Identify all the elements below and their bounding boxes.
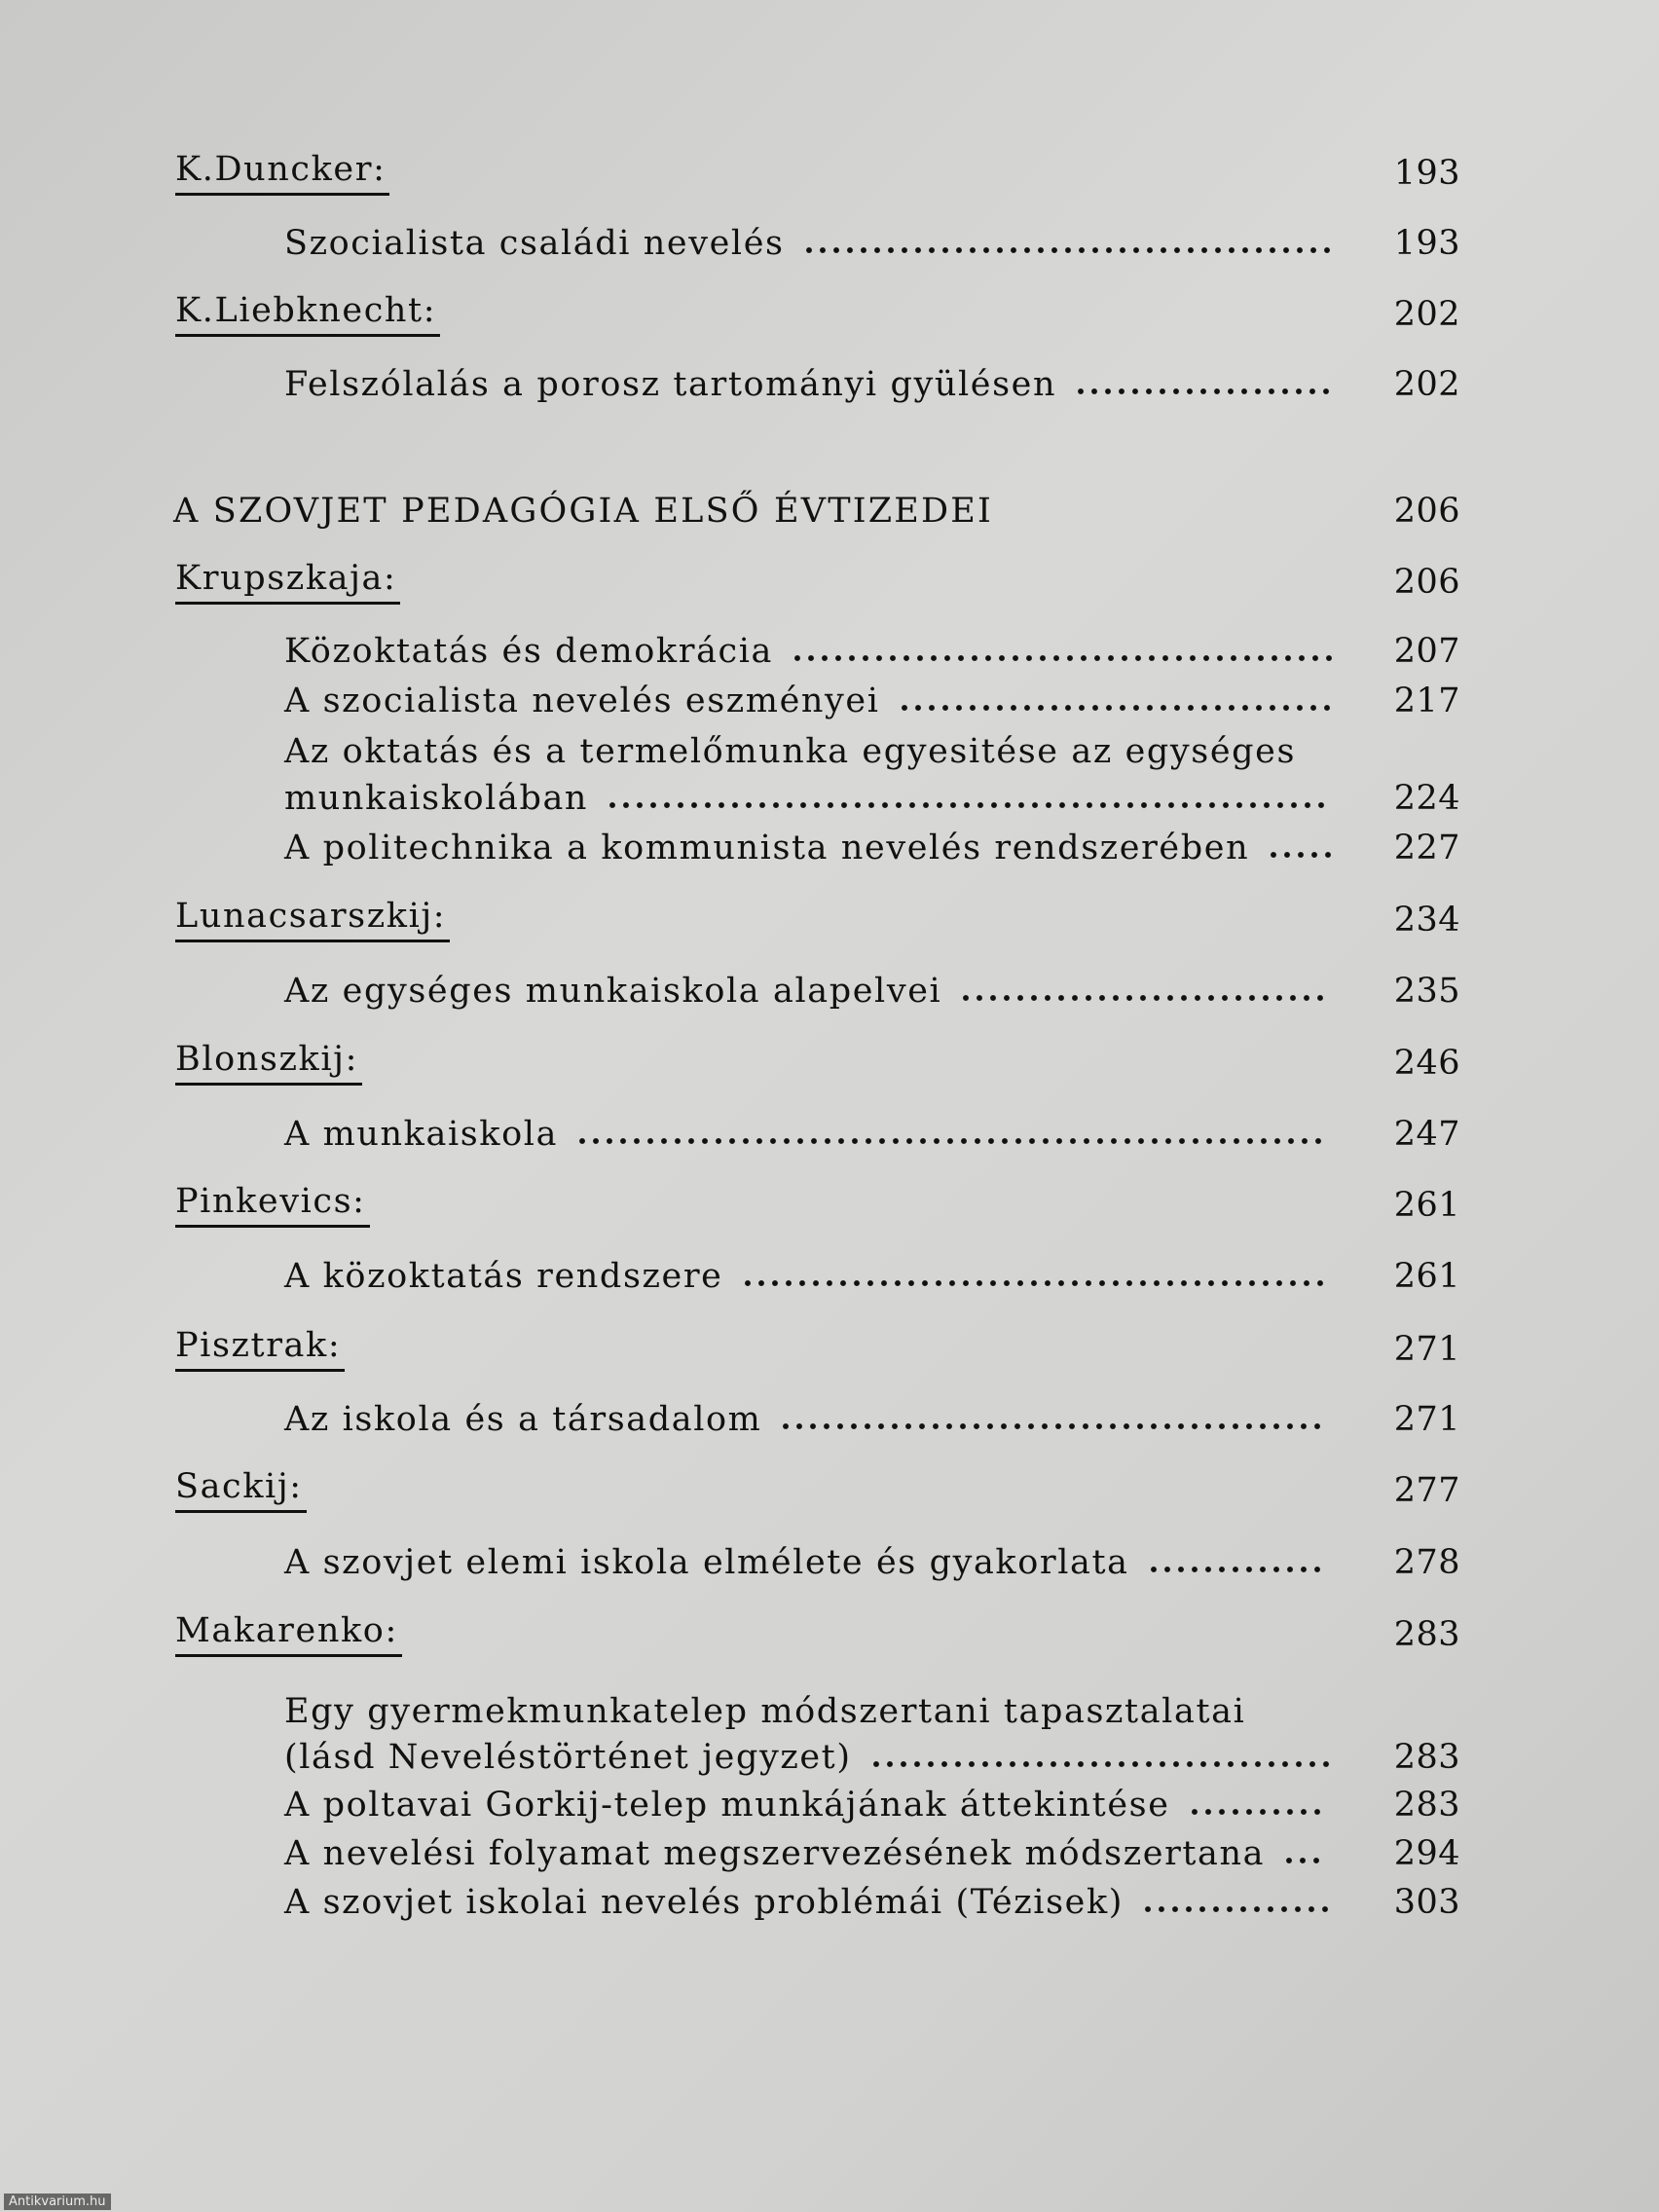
- toc-entry: [0, 1826, 1659, 1881]
- toc-page-number: 271: [1393, 1330, 1460, 1369]
- toc-title: Közoktatás és demokrácia: [284, 632, 773, 671]
- leader-dots: [575, 1121, 1325, 1150]
- toc-title: A politechnika a kommunista nevelés rendszerében: [284, 829, 1250, 867]
- leader-dots: [1074, 371, 1333, 400]
- toc-title: A szocialista nevelés eszményei: [284, 682, 880, 720]
- toc-page-number: 283: [1393, 1738, 1460, 1777]
- leader-dots: [1141, 1889, 1332, 1918]
- toc-page-number: 294: [1393, 1834, 1460, 1873]
- toc-title: Pisztrak:: [175, 1322, 345, 1372]
- toc-page-number: 206: [1393, 563, 1460, 602]
- toc-entry: [0, 1535, 1659, 1590]
- toc-entry: [0, 674, 1659, 728]
- toc-title: munkaiskolában: [284, 779, 589, 818]
- toc-author: [0, 1178, 1659, 1233]
- leader-dots: [779, 1406, 1324, 1435]
- toc-title: Az oktatás és a termelőmunka egyesitése az egységes: [284, 732, 1297, 771]
- toc-entry: [0, 771, 1659, 826]
- site-watermark: Antikvarium.hu: [4, 2194, 111, 2210]
- toc-title: A nevelési folyamat megszervezésének módszertana: [284, 1834, 1266, 1873]
- leader-dots: [1147, 1549, 1324, 1578]
- toc-title: Egy gyermekmunkatelep módszertani tapasztalatai: [284, 1692, 1246, 1731]
- leader-dots: [1282, 1840, 1323, 1869]
- toc-title: A szovjet iskolai nevelés problémái (Tézisek): [284, 1883, 1124, 1922]
- toc-page-number: 283: [1393, 1615, 1460, 1654]
- toc-title: K.Liebknecht:: [175, 287, 440, 337]
- toc-page-number: 278: [1393, 1543, 1460, 1582]
- toc-page-number: 235: [1393, 972, 1460, 1011]
- toc-entry: [0, 1730, 1659, 1785]
- leader-dots: [959, 977, 1327, 1007]
- toc-page-number: 207: [1393, 632, 1460, 671]
- toc-title: Az egységes munkaiskola alapelvei: [284, 972, 942, 1011]
- toc-page-number: 246: [1393, 1044, 1460, 1083]
- toc-title: (lásd Neveléstörténet jegyzet): [284, 1738, 852, 1777]
- toc-title: Lunacsarszkij:: [175, 893, 450, 942]
- toc-section-heading: [0, 484, 1659, 538]
- toc-title: Blonszkij:: [175, 1036, 362, 1086]
- toc-title: Felszólalás a porosz tartományi gyülésen: [284, 365, 1057, 404]
- toc-author: [0, 1322, 1659, 1377]
- toc-title: K.Duncker:: [175, 146, 389, 196]
- toc-page-number: 303: [1393, 1883, 1460, 1922]
- toc-page-number: 277: [1393, 1471, 1460, 1510]
- leader-dots: [1188, 1791, 1324, 1821]
- toc-author: [0, 893, 1659, 947]
- toc-page-number: 247: [1393, 1115, 1460, 1154]
- toc-author: [0, 1036, 1659, 1090]
- toc-title: A szovjet elemi iskola elmélete és gyakorlata: [284, 1543, 1129, 1582]
- toc-title: Pinkevics:: [175, 1178, 370, 1228]
- toc-title: A poltavai Gorkij-telep munkájának áttekintése: [284, 1786, 1170, 1825]
- leader-dots: [791, 638, 1336, 667]
- toc-author: [0, 1463, 1659, 1518]
- toc-entry: [0, 216, 1659, 271]
- toc-author: [0, 287, 1659, 342]
- toc-title: Szocialista családi nevelés: [284, 224, 785, 263]
- toc-title: A közoktatás rendszere: [284, 1257, 723, 1296]
- toc-title: Az iskola és a társadalom: [284, 1400, 762, 1439]
- toc-page-number: 202: [1393, 295, 1460, 334]
- toc-author: [0, 1607, 1659, 1662]
- leader-dots: [869, 1744, 1333, 1773]
- toc-title: Sackij:: [175, 1463, 307, 1513]
- toc-page-number: 227: [1393, 829, 1460, 867]
- leader-dots: [606, 785, 1328, 814]
- toc-page-number: 224: [1393, 779, 1460, 818]
- toc-page-number: 217: [1393, 682, 1460, 720]
- toc-title: A munkaiskola: [284, 1115, 559, 1154]
- toc-entry: [0, 624, 1659, 679]
- toc-entry: [0, 1392, 1659, 1447]
- leader-dots: [741, 1263, 1327, 1292]
- toc-page-number: 202: [1393, 365, 1460, 404]
- toc-entry: [0, 357, 1659, 412]
- toc-page-number: 193: [1393, 154, 1460, 193]
- toc-entry: [0, 1875, 1659, 1930]
- toc-page-number: 234: [1393, 901, 1460, 940]
- leader-dots: [1267, 834, 1335, 864]
- toc-entry: [0, 1249, 1659, 1304]
- toc-title: A SZOVJET PEDAGÓGIA ELSŐ ÉVTIZEDEI: [173, 492, 994, 531]
- toc-entry: [0, 1778, 1659, 1832]
- toc-page-number: 261: [1393, 1257, 1460, 1296]
- leader-dots: [898, 687, 1334, 717]
- toc-page-number: 283: [1393, 1786, 1460, 1825]
- toc-page-number: 193: [1393, 224, 1460, 263]
- toc-title: Krupszkaja:: [175, 555, 400, 605]
- toc-entry: [0, 1107, 1659, 1161]
- toc-author: [0, 146, 1659, 201]
- toc-entry: [0, 821, 1659, 875]
- toc-page-number: 261: [1393, 1186, 1460, 1225]
- toc-entry: [0, 964, 1659, 1018]
- toc-author: [0, 555, 1659, 609]
- toc-page-number: 206: [1393, 492, 1460, 531]
- toc-title: Makarenko:: [175, 1607, 402, 1657]
- toc-page-number: 271: [1393, 1400, 1460, 1439]
- leader-dots: [802, 230, 1334, 259]
